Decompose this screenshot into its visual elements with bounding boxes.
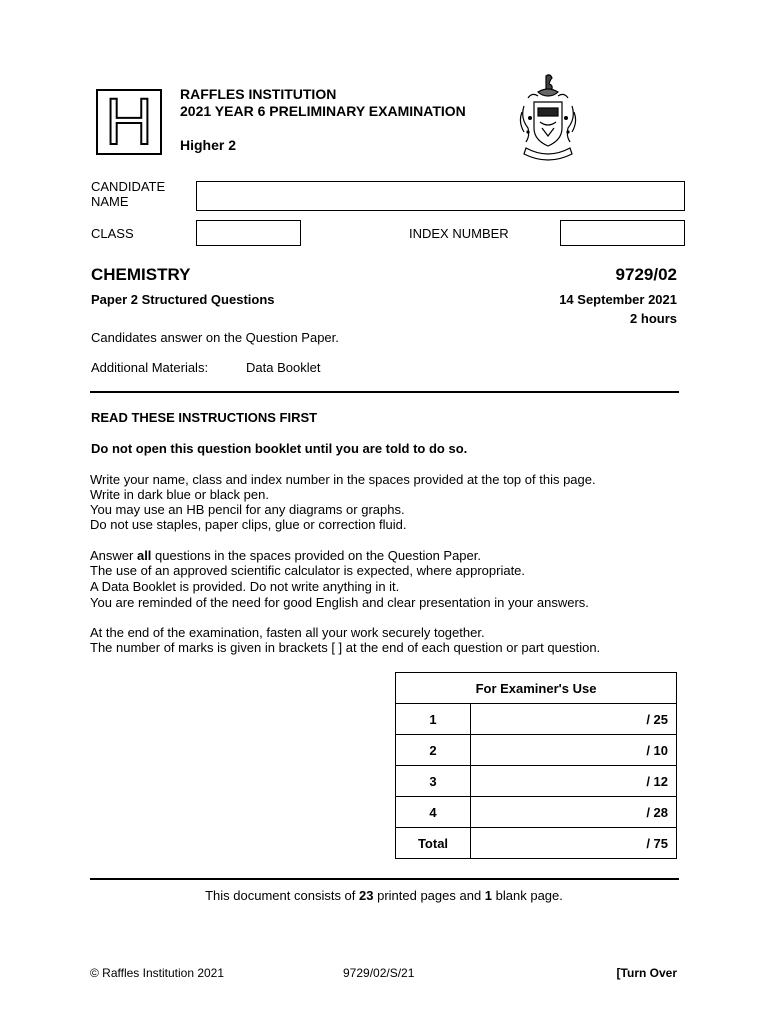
pages-note: [0, 888, 768, 903]
index-number-label: INDEX NUMBER: [409, 226, 509, 241]
subject-code: 9729/02: [615, 265, 677, 284]
footer-copyright: © Raffles Institution 2021: [90, 966, 225, 980]
table-row: [396, 735, 677, 766]
table-row: [396, 766, 677, 797]
candidate-name-label-line2: NAME: [91, 194, 129, 209]
level-label: Higher 2: [180, 137, 237, 153]
instructions-warning: Do not open this question booklet until you are told to do so.: [91, 441, 468, 456]
turn-over: [Turn Over: [616, 966, 677, 980]
instruction-line: [90, 548, 481, 563]
instruction-line: Write your name, class and index number in the spaces provided at the top of this page.: [90, 472, 596, 487]
instructions-heading: READ THESE INSTRUCTIONS FIRST: [91, 410, 318, 425]
question-number: 2: [396, 735, 471, 766]
candidate-name-label: [91, 179, 165, 209]
institution-name: RAFFLES INSTITUTION: [180, 86, 337, 102]
total-marks[interactable]: / 75: [471, 828, 677, 859]
instruction-text: Answer: [90, 548, 137, 563]
instruction-line: Write in dark blue or black pen.: [90, 487, 269, 502]
index-number-field[interactable]: [560, 220, 685, 246]
blank-pages-count: 1: [484, 888, 493, 903]
instruction-emphasis: all: [136, 548, 152, 563]
level-badge: [96, 84, 162, 158]
question-number: 3: [396, 766, 471, 797]
crest-logo: [516, 72, 580, 166]
materials-value: Data Booklet: [246, 360, 321, 375]
question-marks[interactable]: / 10: [471, 735, 677, 766]
examiner-table-title: For Examiner's Use: [396, 673, 677, 704]
exam-title: 2021 YEAR 6 PRELIMINARY EXAMINATION: [180, 103, 466, 119]
class-label: CLASS: [91, 226, 134, 241]
candidate-name-label-line1: CANDIDATE: [91, 179, 166, 194]
candidate-name-field[interactable]: [196, 181, 685, 211]
pages-note-text: blank page.: [492, 888, 563, 903]
divider-top: [90, 391, 679, 393]
instruction-line: The use of an approved scientific calculator is expected, where appropriate.: [90, 563, 526, 578]
instruction-text: questions in the spaces provided on the Question Paper.: [151, 548, 481, 563]
pages-note-text: printed pages and: [373, 888, 485, 903]
instruction-line: A Data Booklet is provided. Do not write anything in it.: [90, 579, 400, 594]
subject-name: CHEMISTRY: [91, 265, 191, 284]
question-marks[interactable]: / 28: [471, 797, 677, 828]
question-number: 4: [396, 797, 471, 828]
table-row: [396, 828, 677, 859]
pages-note-text: This document consists of: [205, 888, 360, 903]
total-label: Total: [396, 828, 471, 859]
instruction-line: You are reminded of the need for good English and clear presentation in your answers.: [90, 595, 589, 610]
class-field[interactable]: [196, 220, 301, 246]
instruction-line: The number of marks is given in brackets [ ] at the end of each question or part question.: [90, 640, 601, 655]
question-marks[interactable]: / 25: [471, 704, 677, 735]
examiner-table: [395, 672, 677, 859]
footer-code: 9729/02/S/21: [343, 966, 415, 980]
instruction-line: Do not use staples, paper clips, glue or correction fluid.: [90, 517, 407, 532]
instruction-line: You may use an HB pencil for any diagrams or graphs.: [90, 502, 405, 517]
question-number: 1: [396, 704, 471, 735]
table-row: [396, 704, 677, 735]
exam-duration: 2 hours: [630, 311, 677, 326]
paper-title: Paper 2 Structured Questions: [91, 292, 275, 307]
instruction-line: At the end of the examination, fasten all your work securely together.: [90, 625, 485, 640]
materials-label: Additional Materials:: [91, 360, 209, 375]
level-badge-letter: H: [105, 84, 153, 158]
examiner-table-header: [396, 673, 677, 704]
question-marks[interactable]: / 12: [471, 766, 677, 797]
printed-pages-count: 23: [359, 888, 374, 903]
table-row: [396, 797, 677, 828]
exam-date: 14 September 2021: [559, 292, 677, 307]
answer-note: Candidates answer on the Question Paper.: [91, 330, 339, 345]
divider-bottom: [90, 878, 679, 880]
